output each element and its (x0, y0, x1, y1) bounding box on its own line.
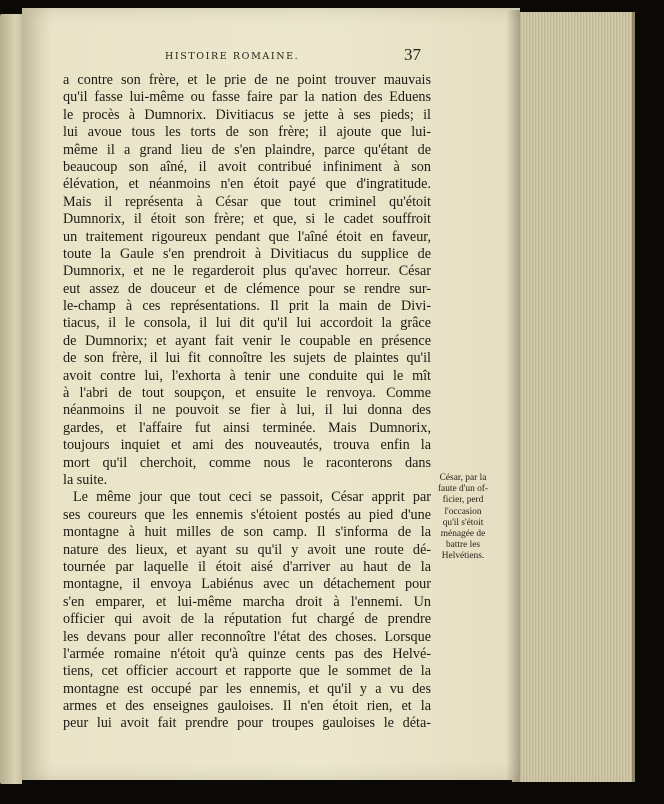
text-line: avoit contre lui, l'exhorta à tenir une conduite qui le mît (63, 367, 431, 384)
text-line: tournée par laquelle il étoit aisé d'arriver au haut de la (63, 558, 431, 575)
text-line: beaucoup son aîné, il avoit contribué infiniment à son (63, 158, 431, 175)
text-line: armes et des enseignes gauloises. Il n'en étoit rien, et la (63, 698, 431, 715)
text-line: montagne à huit milles de son camp. Il s'informa de la (63, 524, 431, 541)
margin-note (432, 473, 494, 563)
text-line: eut assez de douceur et de clémence pour se rendre sur- (63, 280, 431, 297)
text-line: s'en emparer, et lui-même marcha droit à l'ennemi. Un (63, 593, 431, 610)
text-line: nature des lieux, et ayant su qu'il y avoit une route dé- (63, 541, 431, 558)
text-line: qu'il fasse lui-même ou fasse faire par la nation des Eduens (63, 89, 431, 106)
page-block-fore-edge (512, 12, 635, 782)
margin-note-line: faute d'un of- (437, 484, 489, 495)
text-line: néanmoins il ne pouvoit se fier à lui, il lui donna des (63, 402, 431, 419)
margin-note-line: battre les (445, 540, 481, 551)
margin-note-line: l'occasion (444, 506, 482, 517)
text-line: même il a grand lieu de s'en plaindre, parce qu'étant de (63, 141, 431, 158)
text-line: le-champ à ces représentations. Il prit la main de Divi- (63, 298, 431, 315)
text-line: ses coureurs que les ennemis s'étoient postés au pied d'une (63, 506, 431, 523)
text-line: un traitement rigoureux pendant que l'aîné étoit en faveur, (63, 228, 431, 245)
text-line: montagne, il envoya Labiénus avec un détachement pour (63, 576, 431, 593)
text-line: a contre son frère, et le prie de ne point trouver mauvais (63, 72, 431, 88)
text-line: toute la Gaule s'en prendroit à Divitiacus du supplice de (63, 245, 431, 262)
paragraph-end-line: la suite. (63, 471, 108, 488)
margin-note-line: Helvétiens. (441, 551, 485, 562)
text-line: de Dumnorix; et ayant fait venir le coupable en présence (63, 332, 431, 349)
text-line: Mais il représenta à César que tout criminel qu'étoit (63, 193, 431, 210)
text-line: l'armée romaine n'étoit qu'à quinze cents pas des Helvé- (63, 645, 431, 662)
text-line: le procès à Dumnorix. Divitiacus se jette à ses pieds; il (63, 106, 431, 123)
text-line: montagne est occupé par les ennemis, et qu'il y a vu des (63, 680, 431, 697)
text-line: de son frère, il lui fit connoître les sujets de plaintes qu'il (63, 350, 431, 367)
paragraph-start-line: Le même jour que tout ceci se passoit, César apprit par (73, 489, 431, 506)
text-line: Dumnorix, il étoit son frère; et que, si le cadet souffroit (63, 211, 431, 228)
text-line: les devans pour aller reconnoître l'état des choses. Lorsque (63, 628, 431, 645)
text-line: élévation, et néanmoins n'en étoit payé que d'ingratitude. (63, 176, 431, 193)
text-line: mort qu'il cherchoit, comme nous le raconterons dans (63, 454, 431, 471)
text-line: lui avoue tous les torts de son frère; il ajoute que lui- (63, 124, 431, 141)
text-line: toujours inquiet et ami des nouveautés, trouva enfin la (63, 437, 431, 454)
page-number: 37 (404, 45, 421, 64)
text-line: tiens, cet officier accourt et rapporte que le sommet de la (63, 663, 431, 680)
text-line: officier qui avoit de la réputation fut chargé de prendre (63, 611, 431, 628)
text-line: peur lui avoit fait prendre pour troupes gauloises le déta- (63, 715, 431, 732)
running-head: HISTOIRE ROMAINE. (165, 51, 300, 62)
gutter-shadow (506, 10, 520, 782)
margin-note-line: ficier, perd (442, 495, 484, 506)
text-line: à l'abri de tout soupçon, et ensuite le renvoya. Comme (63, 385, 431, 402)
margin-note-line: César, par la (439, 473, 487, 483)
text-line: gardes, et l'affaire fut ainsi terminée. Mais Dumnorix, (63, 419, 431, 436)
margin-note-line: ménagée de (440, 529, 486, 540)
text-line: Dumnorix, et ne le regarderoit plus qu'avec horreur. César (63, 263, 431, 280)
text-line: tiacus, il le consola, il lui dit qu'il lui accordoit la grâce (63, 315, 431, 332)
body-text (63, 72, 431, 733)
left-page-edge (0, 14, 22, 784)
margin-note-line: qu'il s'étoit (442, 517, 484, 528)
